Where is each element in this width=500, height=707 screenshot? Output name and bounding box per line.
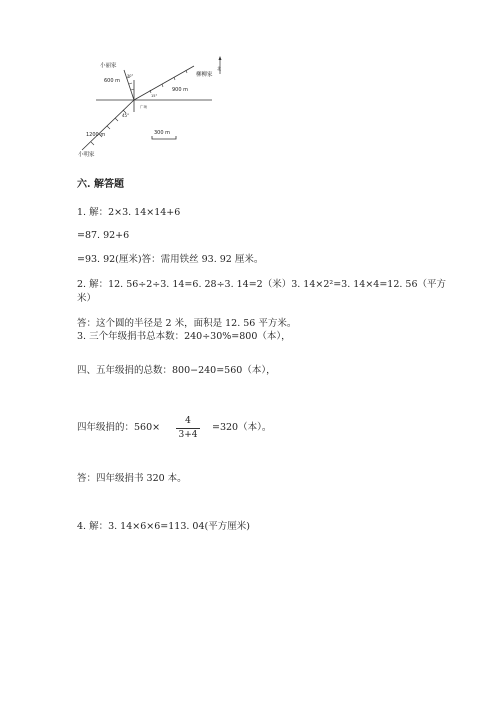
direction-map-diagram	[72, 50, 242, 160]
solution-1-line-1: 1. 解：2×3. 14×14+6	[77, 207, 181, 218]
solution-4-line-1: 4. 解：3. 14×6×6=113. 04(平方厘米)	[77, 521, 250, 532]
label-xiaoli-home: 小丽家	[100, 63, 117, 69]
solution-3-line-1: 3. 三个年级捐书总本数：240÷30%=800（本），	[77, 331, 291, 342]
label-dist-900: 900 m	[172, 87, 189, 93]
solution-3-line-2: 四、五年级捐的总数：800−240=560（本），	[77, 365, 276, 376]
scale-bar	[152, 136, 176, 139]
label-xiaoming-home: 小明家	[78, 152, 95, 158]
fraction-denominator: 3+4	[178, 430, 198, 440]
solution-3-answer: 答：四年级捐书 320 本。	[77, 473, 187, 484]
solution-2-answer: 答：这个圆的半径是 2 米，面积是 12. 56 平方米。	[77, 318, 297, 329]
solution-1-line-3: =93. 92(厘米)答：需用铁丝 93. 92 厘米。	[77, 254, 264, 265]
label-scale: 300 m	[154, 130, 171, 136]
line-to-liuliu	[134, 66, 194, 100]
solution-3-line-3-prefix: 四年级捐的：560×	[77, 422, 161, 433]
solution-2-line-1: 2. 解：12. 56÷2÷3. 14=6. 28÷3. 14=2（米）3. 14×2²=3. 14×4=12. 56（平方	[77, 279, 447, 290]
fraction-numerator: 4	[185, 416, 191, 426]
section-title: 六. 解答题	[77, 179, 124, 190]
label-liuliu-home: 柳柳家	[196, 72, 213, 78]
fraction-bar	[176, 428, 200, 429]
solution-3-line-3-suffix: =320（本）。	[212, 422, 272, 433]
fraction	[176, 416, 200, 441]
label-dist-600: 600 m	[104, 78, 121, 84]
label-square: 广场	[140, 105, 147, 109]
label-angle-15: 15°	[151, 94, 158, 98]
solution-1-line-2: =87. 92+6	[77, 230, 130, 241]
north-arrow-head	[219, 56, 222, 60]
label-angle-45: 45°	[122, 113, 130, 118]
label-angle-30: 30°	[127, 74, 134, 78]
label-dist-1200: 1200 m	[86, 132, 106, 138]
solution-2-line-2: 米）	[77, 293, 97, 304]
line-to-xiaoming	[82, 100, 134, 150]
label-north: 北	[217, 66, 221, 71]
